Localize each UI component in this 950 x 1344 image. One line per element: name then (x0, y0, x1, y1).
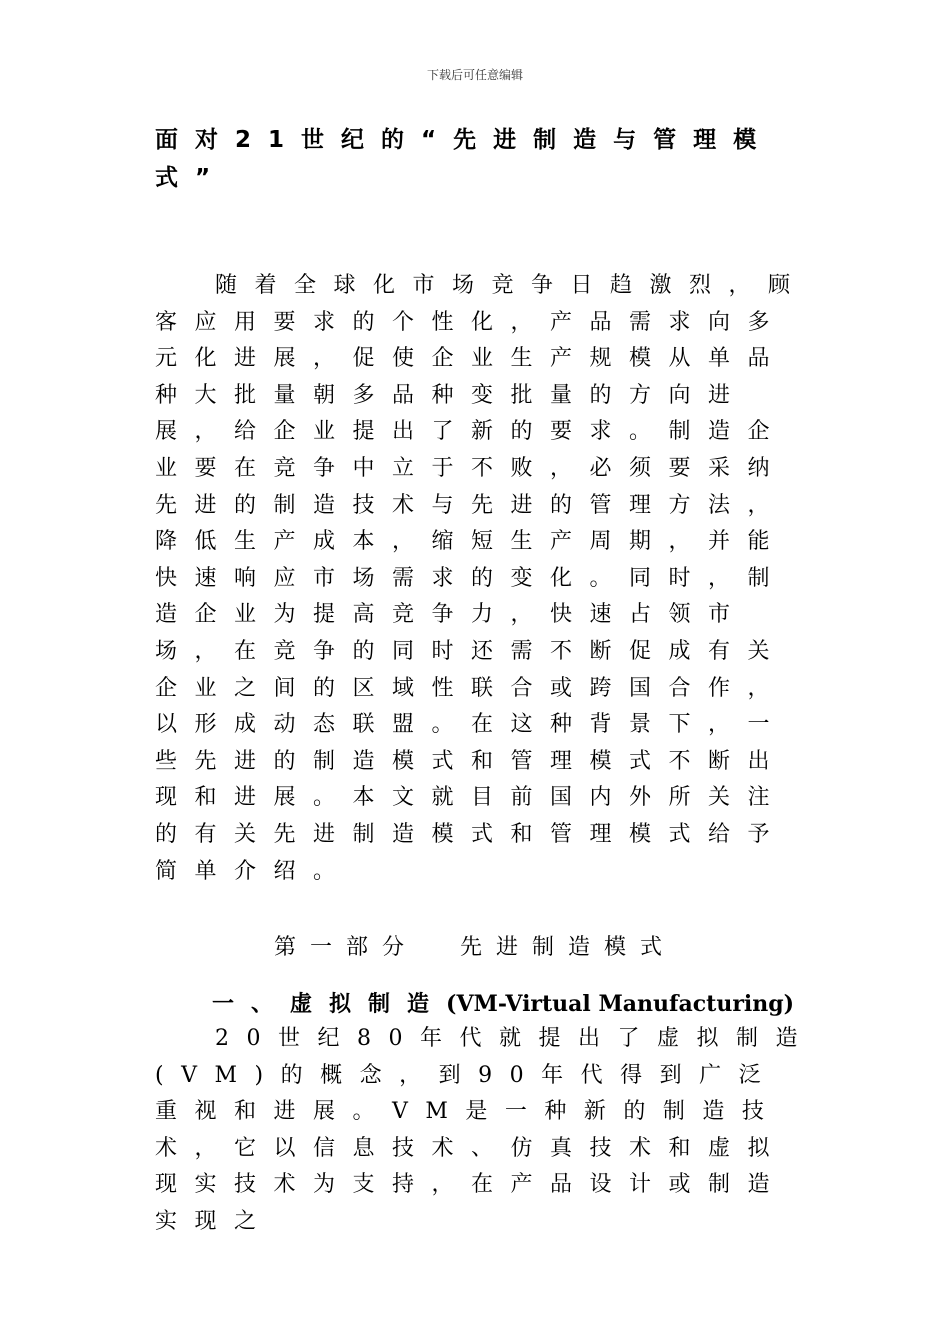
section-heading (212, 987, 794, 1018)
section-number: 一、 (212, 991, 291, 1017)
document-title: 面对21世纪的“先进制造与管理模式” (155, 127, 774, 191)
section-title: 虚拟制造 (290, 991, 447, 1017)
part-heading: 第一部分 先进制造模式 (274, 935, 676, 960)
intro-paragraph: 随着全球化市场竞争日趋激烈，顾客应用要求的个性化，产品需求向多元化进展，促使企业生产规模从单品种大批量朝多品种变批量的方向进展，给企业提出了新的要求。制造企业要在竞争中立于不败，必须要采纳先进的制造技术与先进的管理方法，降低生产成本，缩短生产周期，并能快速响应市场需求的变化。同时，制造企业为提高竞争力，快速占领市场，在竞争的同时还需不断促成有关企业之间的区域性联合或跨国合作，以形成动态联盟。在这种背景下，一些先进的制造模式和管理模式不断出现和进展。本文就目前国内外所关注的有关先进制造模式和管理模式给予简单介绍。 (155, 273, 808, 884)
header-note: 下载后可任意编辑 (426, 68, 523, 82)
section-subtitle: (VM-Virtual Manufacturing) (446, 991, 795, 1017)
vm-paragraph: 20世纪80年代就提出了虚拟制造(VM)的概念，到90年代得到广泛重视和进展。VM是一种新的制造技术，它以信息技术、仿真技术和虚拟现实技术为支持，在产品设计或制造实现之 (155, 1026, 815, 1234)
